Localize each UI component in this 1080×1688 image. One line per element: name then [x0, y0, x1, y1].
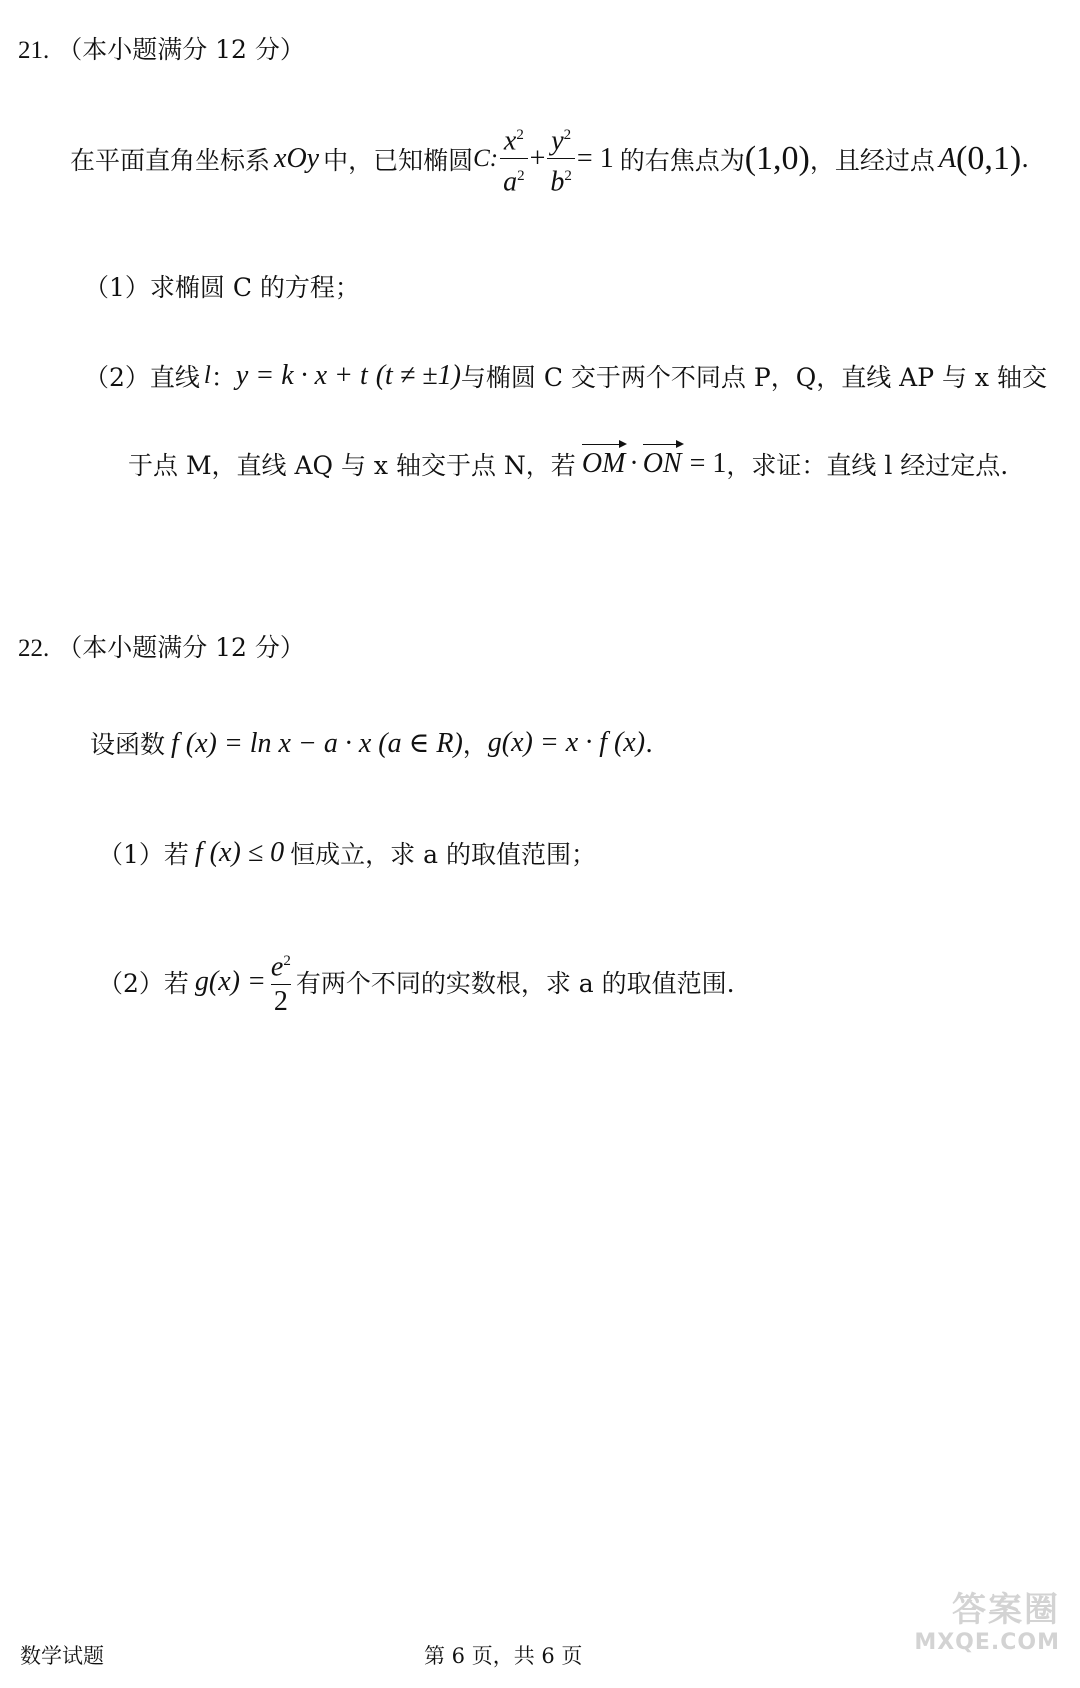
q22-header [18, 628, 305, 664]
footer-subject: 数学试题 [20, 1644, 104, 1668]
vector-om: OM [581, 448, 626, 479]
q21-end: . [1021, 144, 1030, 174]
q22-part2-post: 有两个不同的实数根，求 a 的取值范围. [295, 968, 735, 998]
frac2-den-exp: 2 [564, 168, 572, 185]
q21-part2-line2 [128, 446, 1008, 482]
q21-xoy: xOy [274, 142, 320, 174]
frac1-num-exp: 2 [516, 127, 524, 143]
frac1-num: x [503, 125, 517, 157]
q21-part2-line1 [84, 358, 1047, 394]
q21-focus-text: 的右焦点为 [619, 145, 745, 175]
q21-point-a-coords: (0,1) [956, 139, 1022, 177]
frac1-den-exp: 2 [517, 168, 525, 185]
q21-number: 21. [18, 37, 50, 64]
q21-part2-line2-post: ，求证：直线 l 经过定点. [726, 451, 1009, 480]
q21-stem-mid: 中，已知椭圆 [323, 145, 474, 175]
q21-part2-line2-pre: 于点 M，直线 AQ 与 x 轴交于点 N，若 [128, 451, 576, 480]
q21-frac-y-b [547, 118, 575, 200]
q21-line-condition: (t ≠ ±1) [375, 360, 461, 391]
q21-pass-text: ，且经过点 [809, 145, 935, 175]
q22-frac-e2-2 [268, 944, 294, 1019]
frac2-num: y [551, 125, 564, 157]
q22-number: 22. [18, 635, 50, 662]
frac-e-exp: 2 [283, 953, 291, 969]
q22-stem-pre: 设函数 [90, 730, 166, 759]
dot-operator: · [629, 448, 639, 479]
q22-part2-expr: g(x) = [194, 965, 266, 997]
q21-part2-label: （2）直线 [84, 363, 200, 392]
q22-function-f: f (x) = ln x − a · x (a ∈ R) [171, 728, 463, 759]
q22-points: （本小题满分 12 分） [57, 633, 305, 662]
q22-part1 [98, 835, 596, 871]
q21-ellipse-label: C: [473, 144, 499, 172]
q21-line-equation: y = k · x + t [235, 360, 368, 391]
q22-end: . [645, 728, 654, 758]
q21-header [18, 30, 305, 66]
q21-focus-point: (1,0) [744, 139, 810, 177]
q21-point-a: A [938, 142, 956, 174]
frac2-den: b [550, 166, 565, 198]
q22-part2 [98, 944, 735, 1019]
q22-part2-pre: （2）若 [98, 968, 189, 998]
q22-part1-expr: f (x) ≤ 0 [194, 837, 285, 868]
q21-stem [70, 118, 1029, 200]
frac1-den: a [503, 166, 518, 198]
q22-part1-pre: （1）若 [98, 840, 189, 869]
footer-page-number: 第 6 页，共 6 页 [424, 1644, 583, 1668]
q21-eq-rhs: = 1 [576, 142, 614, 174]
q21-colon: ： [210, 363, 236, 392]
plus-sign: + [529, 142, 546, 174]
q22-part1-post: 恒成立，求 a 的取值范围； [290, 840, 596, 869]
q22-function-g: g(x) = x · f (x) [487, 727, 646, 758]
q21-line-l: l [203, 362, 211, 389]
q21-part2-rest: 与椭圆 C 交于两个不同点 P，Q，直线 AP 与 x 轴交 [460, 363, 1047, 392]
frac2-num-exp: 2 [563, 127, 572, 143]
frac-den-2: 2 [271, 984, 291, 1019]
watermark-logo [860, 1590, 1060, 1680]
q21-vec-eq: = 1 [689, 448, 727, 479]
vector-on: ON [642, 448, 682, 479]
q21-frac-x-a [500, 118, 528, 200]
q22-stem [90, 725, 653, 761]
q21-part1: （1）求椭圆 C 的方程； [84, 273, 360, 302]
q22-sep: ， [462, 730, 488, 759]
q21-stem-pre: 在平面直角坐标系 [70, 145, 271, 175]
watermark-logo-text: 答案圈 [952, 1590, 1060, 1630]
q21-points: （本小题满分 12 分） [57, 35, 305, 64]
watermark-url: MXQE.COM [914, 1630, 1060, 1655]
frac-e: e [270, 951, 284, 983]
